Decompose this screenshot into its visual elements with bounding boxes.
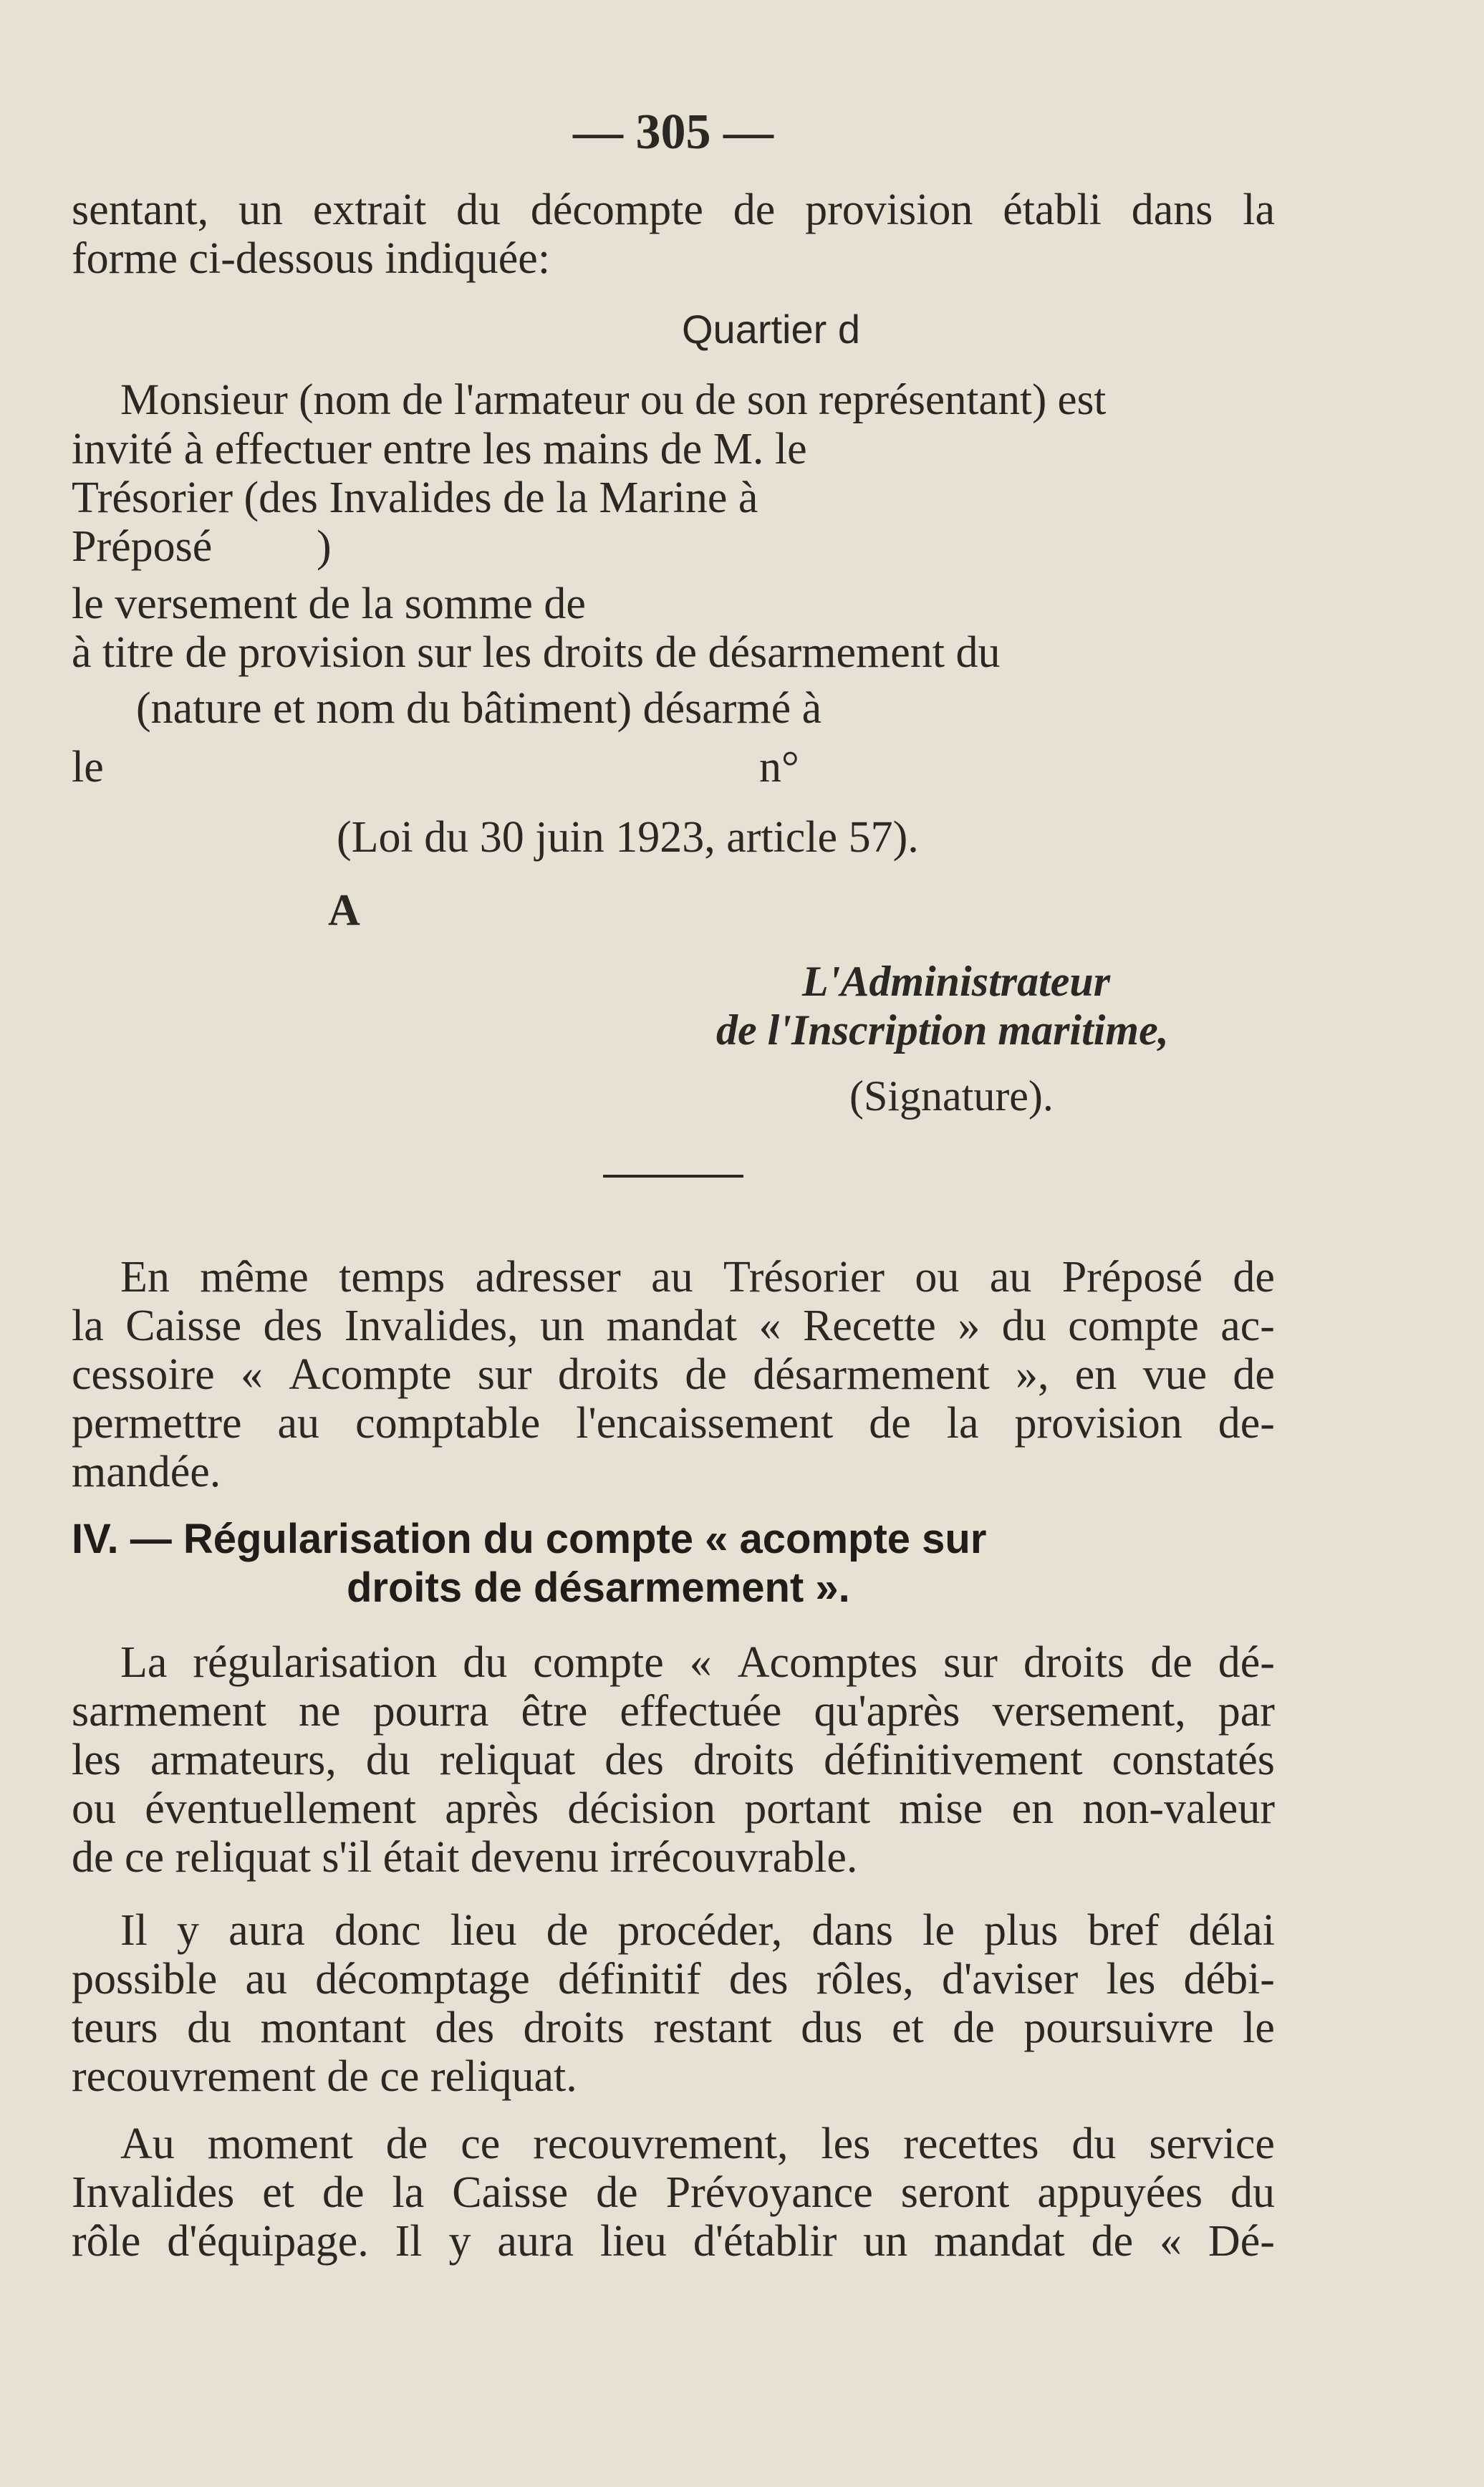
para4-line-3 — [72, 2219, 1275, 2264]
word: définitivement — [824, 1736, 1083, 1784]
word: ac- — [1220, 1302, 1275, 1350]
word: Caisse — [452, 2168, 569, 2217]
word: Préposé — [1061, 1253, 1203, 1302]
form-line-3: Trésorier (des Invalides de la Marine à — [72, 473, 758, 522]
word: pourra — [372, 1687, 489, 1736]
word: les — [1106, 1955, 1156, 2003]
word: en — [1074, 1350, 1117, 1399]
word: aura — [228, 1906, 305, 1955]
para1-line-3 — [72, 1352, 1275, 1397]
para3-line-1 — [120, 1908, 1275, 1953]
word: extrait — [312, 186, 427, 234]
word: « — [689, 1638, 712, 1687]
word: au — [989, 1253, 1032, 1302]
form-line-4a: Préposé — [72, 522, 213, 571]
word: donc — [334, 1906, 421, 1955]
word: de — [1233, 1253, 1275, 1302]
word: compte — [1068, 1302, 1199, 1350]
intro-text-1 — [72, 188, 1275, 232]
word: dé- — [1218, 1638, 1275, 1687]
word: décomptage — [315, 1955, 530, 2003]
section-heading-line-2: droits de désarmement ». — [347, 1564, 850, 1611]
section-heading-line-1: IV. — Régularisation du compte « acompte sur — [72, 1516, 987, 1562]
para1-text-3 — [72, 1352, 1275, 1397]
para1-line-5: mandée. — [72, 1448, 221, 1496]
word: « — [758, 1302, 781, 1350]
word: du — [1071, 2120, 1117, 2168]
word: provision — [805, 186, 973, 234]
word: de — [546, 1906, 589, 1955]
word: du — [1230, 2168, 1275, 2217]
word: ou — [72, 1784, 116, 1833]
word: lieu — [450, 1906, 517, 1955]
para4-text-2 — [72, 2170, 1275, 2215]
word: le — [922, 1906, 955, 1955]
signature-title-2: de l'Inscription maritime, — [716, 1006, 1169, 1054]
form-line-5: le versement de la somme de — [72, 579, 586, 628]
word: de- — [1218, 1399, 1275, 1448]
word: montant — [260, 2003, 406, 2052]
form-line-4b: ) — [317, 522, 332, 571]
para3-line-4: recouvrement de ce reliquat. — [72, 2052, 577, 2101]
word: définitif — [557, 1955, 701, 2003]
intro-line-2: forme ci-dessous indiquée: — [72, 234, 551, 283]
form-line-2: invité à effectuer entre les mains de M. le — [72, 425, 807, 473]
word: en — [1011, 1784, 1054, 1833]
word: désarmement — [753, 1350, 990, 1399]
word: non-valeur — [1082, 1784, 1275, 1833]
para2-text-4 — [72, 1786, 1275, 1831]
word: par — [1218, 1687, 1275, 1736]
word: recettes — [903, 2120, 1039, 2168]
word: teurs — [72, 2003, 158, 2052]
word: des — [435, 2003, 495, 2052]
para3-text-3 — [72, 2003, 1275, 2052]
word: d'aviser — [942, 1955, 1079, 2003]
word: mandat — [934, 2217, 1065, 2266]
word: Il — [395, 2217, 423, 2266]
para1-line-1 — [120, 1253, 1275, 1302]
word: ou — [915, 1253, 960, 1302]
word: Recette — [802, 1302, 936, 1350]
word: sur — [477, 1350, 532, 1399]
form-le: le — [72, 743, 104, 792]
para2-text-3 — [72, 1738, 1275, 1782]
word: de — [385, 2120, 428, 2168]
para1-line-2 — [72, 1304, 1275, 1348]
word: recouvrement, — [533, 2120, 789, 2168]
word: un — [238, 186, 283, 234]
word: la — [392, 2168, 425, 2217]
para1-text-4 — [72, 1399, 1275, 1448]
word: rôle — [72, 2217, 141, 2266]
word: plus — [984, 1906, 1059, 1955]
word: être — [521, 1687, 588, 1736]
form-line-6: à titre de provision sur les droits de désarmement du — [72, 628, 1001, 677]
word: du — [463, 1638, 508, 1687]
form-a: A — [328, 886, 360, 935]
word: Invalides, — [344, 1302, 519, 1350]
word: le — [1243, 2003, 1275, 2052]
word: droits — [523, 2003, 625, 2052]
word: », — [1016, 1350, 1049, 1399]
form-line-7: (nature et nom du bâtiment) désarmé à — [136, 684, 822, 733]
word: Il — [120, 1906, 148, 1955]
word: un — [863, 2217, 908, 2266]
para1-text-2 — [72, 1304, 1275, 1348]
word: la — [72, 1302, 104, 1350]
word: possible — [72, 1955, 218, 2003]
separator-rule — [603, 1175, 743, 1178]
form-line-1: Monsieur (nom de l'armateur ou de son représentant) est — [120, 376, 1107, 424]
word: mandat — [606, 1302, 737, 1350]
word: d'équipage. — [167, 2217, 369, 2266]
para3-line-2 — [72, 1957, 1275, 2001]
word: les — [821, 2120, 871, 2168]
para2-line-1 — [120, 1640, 1275, 1685]
para1-line-4 — [72, 1399, 1275, 1448]
para3-text-1 — [120, 1908, 1275, 1953]
word: poursuivre — [1023, 2003, 1214, 2052]
word: l'encaissement — [576, 1399, 834, 1448]
word: la — [1243, 186, 1275, 234]
signature-placeholder: (Signature). — [849, 1072, 1054, 1120]
word: de — [322, 2168, 365, 2217]
word: reliquat — [439, 1736, 576, 1784]
para3-line-3 — [72, 2003, 1275, 2052]
word: la — [946, 1399, 979, 1448]
word: Caisse — [125, 1302, 242, 1350]
word: Prévoyance — [665, 2168, 873, 2217]
para2-line-4 — [72, 1786, 1275, 1831]
word: des — [728, 1955, 789, 2003]
word: décompte — [530, 186, 703, 234]
word: de — [1150, 1638, 1192, 1687]
word: du — [456, 186, 501, 234]
word: les — [72, 1736, 121, 1784]
form-quartier: Quartier d — [682, 307, 860, 352]
word: temps — [339, 1253, 445, 1302]
word: décision — [567, 1784, 716, 1833]
word: « — [1160, 2217, 1182, 2266]
para4-line-1 — [120, 2122, 1275, 2166]
word: seront — [900, 2168, 1010, 2217]
word: service — [1149, 2120, 1275, 2168]
word: comptable — [355, 1399, 541, 1448]
word: de — [733, 186, 776, 234]
word: qu'après — [814, 1687, 960, 1736]
word: de — [1091, 2217, 1134, 2266]
word: ne — [299, 1687, 341, 1736]
word: sentant, — [72, 186, 209, 234]
word: effectuée — [620, 1687, 782, 1736]
para2-line-3 — [72, 1738, 1275, 1782]
word: des — [604, 1736, 664, 1784]
word: éventuellement — [145, 1784, 417, 1833]
word: au — [651, 1253, 693, 1302]
word: même — [200, 1253, 309, 1302]
word: de — [685, 1350, 727, 1399]
para3-text-2 — [72, 1957, 1275, 2001]
word: Acompte — [289, 1350, 452, 1399]
word: de — [596, 2168, 638, 2217]
word: des — [263, 1302, 323, 1350]
word: un — [539, 1302, 584, 1350]
para4-text-1 — [120, 2122, 1275, 2166]
para2-line-2 — [72, 1687, 1275, 1736]
word: Acomptes — [737, 1638, 918, 1687]
word: sarmement — [72, 1687, 267, 1736]
word: compte — [533, 1638, 664, 1687]
word: Au — [120, 2120, 175, 2168]
word: cessoire — [72, 1350, 215, 1399]
word: dus — [801, 2003, 863, 2052]
word: du — [365, 1736, 410, 1784]
word: vue — [1142, 1350, 1208, 1399]
word: au — [245, 1955, 287, 2003]
word: portant — [744, 1784, 870, 1833]
word: droits — [693, 1736, 795, 1784]
word: versement, — [992, 1687, 1186, 1736]
word: de — [1233, 1350, 1275, 1399]
word: sur — [943, 1638, 998, 1687]
word: aura — [497, 2217, 574, 2266]
para2-text-2 — [72, 1687, 1275, 1736]
word: débi- — [1183, 1955, 1275, 2003]
word: de — [953, 2003, 995, 2052]
word: La — [120, 1638, 168, 1687]
form-numero: n° — [759, 743, 799, 792]
para2-text-1 — [120, 1640, 1275, 1685]
word: Dé- — [1208, 2217, 1275, 2266]
word: En — [120, 1253, 170, 1302]
word: rôles, — [816, 1955, 914, 2003]
word: du — [1001, 1302, 1046, 1350]
word: armateurs, — [150, 1736, 337, 1784]
word: et — [891, 2003, 924, 2052]
word: restant — [653, 2003, 772, 2052]
form-loi: (Loi du 30 juin 1923, article 57). — [337, 813, 919, 862]
para1-text-1 — [120, 1253, 1275, 1302]
word: procéder, — [617, 1906, 783, 1955]
signature-title-1: L'Administrateur — [802, 958, 1111, 1005]
word: ce — [461, 2120, 501, 2168]
word: y — [448, 2217, 471, 2266]
word: lieu — [599, 2217, 667, 2266]
page-number: — 305 — — [573, 105, 774, 160]
para2-line-5: de ce reliquat s'il était devenu irrécouvrable. — [72, 1833, 858, 1882]
word: permettre — [72, 1399, 242, 1448]
word: moment — [207, 2120, 353, 2168]
word: droits — [1023, 1638, 1125, 1687]
word: y — [177, 1906, 199, 1955]
word: après — [445, 1784, 539, 1833]
word: appuyées — [1037, 2168, 1203, 2217]
word: « — [240, 1350, 263, 1399]
word: droits — [557, 1350, 660, 1399]
word: bref — [1087, 1906, 1160, 1955]
para4-line-2 — [72, 2170, 1275, 2215]
word: constatés — [1112, 1736, 1275, 1784]
word: régularisation — [193, 1638, 438, 1687]
word: provision — [1014, 1399, 1182, 1448]
word: d'établir — [693, 2217, 837, 2266]
word: de — [869, 1399, 911, 1448]
para4-text-3 — [72, 2219, 1275, 2264]
word: dans — [811, 1906, 894, 1955]
word: dans — [1131, 186, 1213, 234]
word: et — [262, 2168, 294, 2217]
word: Trésorier — [723, 1253, 885, 1302]
word: adresser — [475, 1253, 621, 1302]
intro-line-1 — [72, 188, 1275, 232]
word: délai — [1188, 1906, 1275, 1955]
word: au — [277, 1399, 320, 1448]
word: du — [187, 2003, 232, 2052]
word: Invalides — [72, 2168, 235, 2217]
word: établi — [1003, 186, 1102, 234]
word: mise — [899, 1784, 983, 1833]
word: » — [958, 1302, 980, 1350]
